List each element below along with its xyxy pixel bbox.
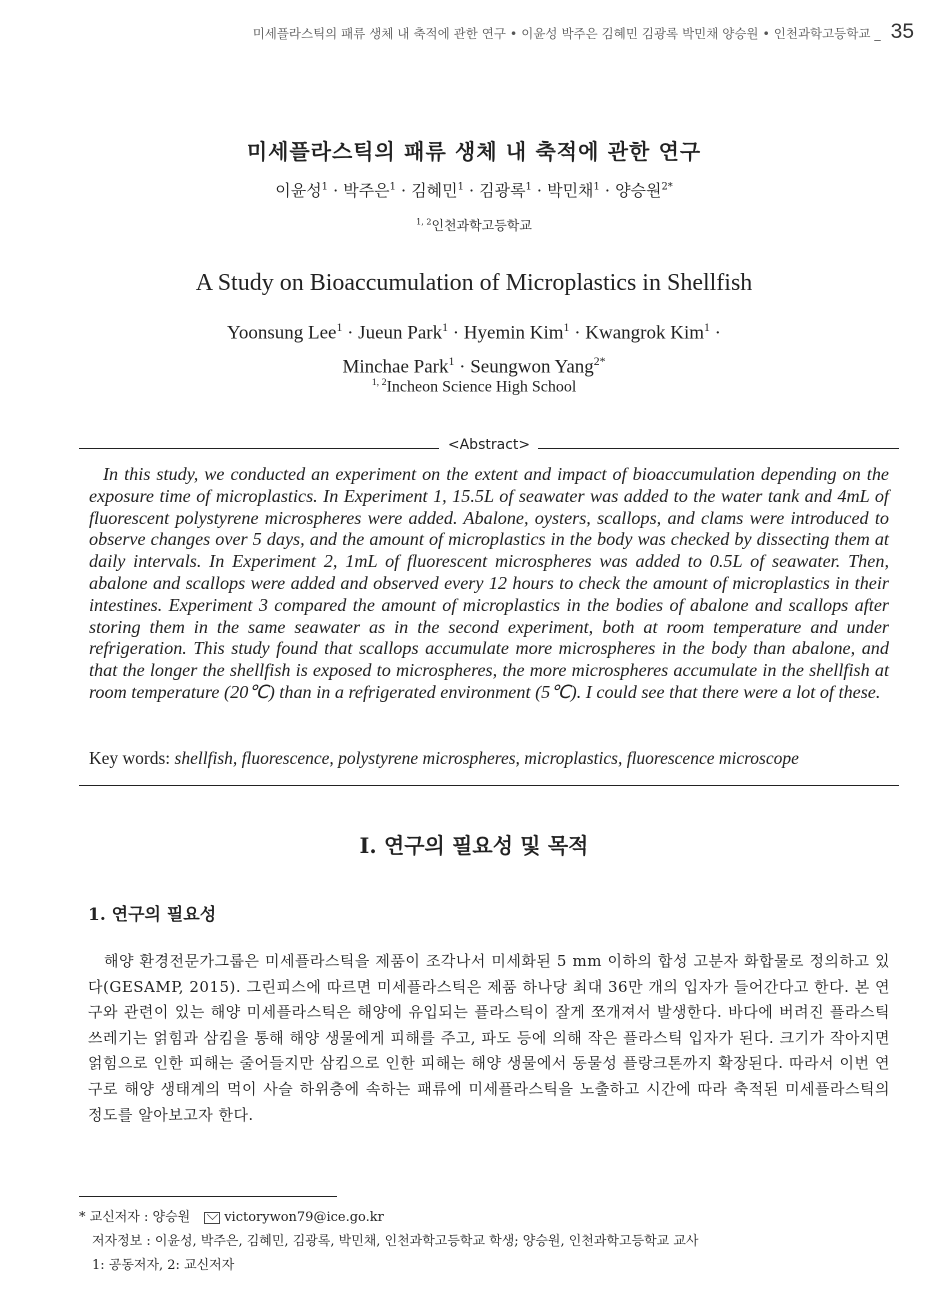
author-info: 저자정보 : 이윤성, 박주은, 김혜민, 김광록, 박민채, 인천과학고등학교 학생; 양승원, 인천과학고등학교 교사 xyxy=(92,1234,699,1249)
running-title: 미세플라스틱의 패류 생체 내 축적에 관한 연구 • 이윤성 박주은 김혜민 김광록 박민채 양승원 • 인천과학고등학교 _ xyxy=(252,26,881,41)
author-name: Jueun Park xyxy=(358,322,443,344)
keywords-values: shellfish, fluorescence, polystyrene microspheres, microplastics, fluorescence microscope xyxy=(174,748,799,768)
english-affiliation: $^{1, 2}$Incheon Science High School xyxy=(371,377,577,396)
email: victorywon79@ice.go.kr xyxy=(224,1210,384,1225)
mail-icon xyxy=(204,1212,220,1224)
subsection-heading: 1. 연구의 필요성 xyxy=(88,905,217,925)
author-name: 박주은 xyxy=(343,181,390,200)
keywords xyxy=(89,748,889,769)
abstract-label: <Abstract> xyxy=(0,437,948,453)
author-name: 김혜민 xyxy=(411,181,458,200)
korean-affiliation: $^{1, 2}$인천과학고등학교 xyxy=(416,217,532,234)
korean-title: 미세플라스틱의 패류 생체 내 축적에 관한 연구 xyxy=(246,139,702,164)
english-title: A Study on Bioaccumulation of Microplastics in Shellfish xyxy=(195,270,753,296)
author-name: 김광록 xyxy=(479,181,526,200)
author-name: 양승원 xyxy=(615,181,662,200)
section-heading: I. 연구의 필요성 및 목적 xyxy=(359,833,589,858)
korean-authors: 이윤성$^1$ · 박주은$^1$ · 김혜민$^1$ · 김광록$^1$ · 박민채$^1$ · 양승원$^{2*}$ xyxy=(275,181,673,200)
author-name: Kwangrok Kim xyxy=(585,322,704,344)
body-paragraph: 해양 환경전문가그룹은 미세플라스틱을 제품이 조각나서 미세화된 5 mm 이하의 합성 고분자 화합물로 정의하고 있다(GESAMP, 2015). 그린피스에 따르면 미세플라스틱은 제품 하나당 최대 36만 개의 입자가 들어간다고 한다. 본 연구와 관련이 있는 해양 미세플라스틱은 해양에 유입되는 플라스틱이 잘게 쪼개져서 발생한다. 바다에 버려진 플라스틱 쓰레기는 얽힘과 삼킴을 통해 해양 생물에게 피해를 주고, 파도 등에 의해 작은 플라스틱 입자가 된다. 크기가 작아지면 얽힘으로 인한 피해는 줄어들지만 삼킴으로 인한 피해는 해양 생물에서 동물성 플랑크톤까지 확장된다. 따라서 이번 연구로 해양 생태계의 먹이 사슬 하위층에 속하는 패류에 미세플라스틱을 노출하고 시간에 따라 축적된 미세플라스틱의 정도를 알아보고자 한다. xyxy=(88,952,890,1124)
author-name: Hyemin Kim xyxy=(463,322,564,344)
author-name: 이윤성 xyxy=(275,181,322,200)
author-name: Yoonsung Lee xyxy=(227,322,337,344)
english-authors: Yoonsung Lee$^1$ · Jueun Park$^1$ · Hyemin Kim$^1$ · Kwangrok Kim$^1$ · Minchae Park$^1$ · Seungwon Yang$^{2*}$ xyxy=(227,321,721,378)
author-name: Minchae Park xyxy=(342,356,449,378)
corresponding-author: * 교신저자 : 양승원 xyxy=(79,1210,191,1225)
author-name: 박민채 xyxy=(547,181,594,200)
footnotes xyxy=(79,1206,698,1278)
abstract-bottom-rule xyxy=(79,785,899,786)
keywords-label: Key words: xyxy=(89,748,171,768)
abstract-text: In this study, we conducted an experiment on the extent and impact of bioaccumulation depending on the exposure time of microplastics. In Experiment 1, 15.5L of seawater was added to the water tank and 4mL of fluorescent polystyrene microspheres were added. Abalone, oysters, scallops, and clams were introduced to observe changes over 5 days, and the amount of microplastics in the body was checked by dissecting them at daily intervals. In Experiment 2, 1mL of fluorescent microspheres was added to 0.5L of seawater. Then, abalone and scallops were added and observed every 12 hours to check the amount of microplastics in their intestines. Experiment 3 compared the amount of microplastics in the bodies of abalone and scallops after storing them in the same seawater as in the second experiment, both at room temperature and under refrigeration. This study found that scallops accumulate more microspheres in the body than abalone, and that the longer the shellfish is exposed to microspheres, the more microspheres accumulate in the shellfish at room temperature (20℃) than in a refrigerated environment (5℃). I could see that there were a lot of these. xyxy=(89,464,889,702)
page-number: 35 xyxy=(890,20,914,43)
author-note: 1: 공동저자, 2: 교신저자 xyxy=(92,1258,235,1273)
author-name: Seungwon Yang xyxy=(470,356,594,378)
footnote-rule xyxy=(79,1196,337,1197)
running-header xyxy=(253,20,914,44)
